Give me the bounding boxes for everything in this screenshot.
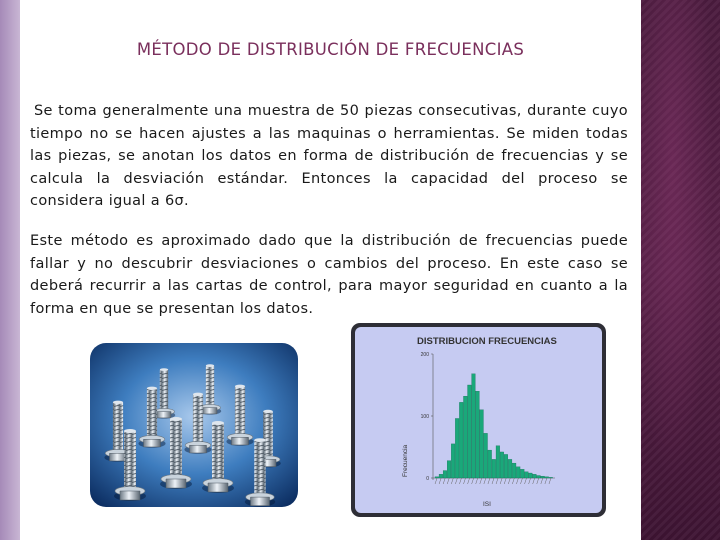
chart-x-tick-mark [541,478,543,484]
chart-bar [480,410,484,478]
chart-x-tick-mark [439,478,441,484]
left-decor-strip [0,0,20,540]
chart-bar [492,459,496,478]
chart-x-tick-mark [447,478,449,484]
chart-bar [463,396,467,478]
chart-bar [447,461,451,478]
chart-bar [468,385,472,478]
chart-bar [516,467,520,478]
chart-bar [451,444,455,478]
chart-bar [508,459,512,478]
paragraph-method-limitations: Este método es aproximado dado que la distribución de frecuencias puede fallar y no descubrir desviaciones o cambios del proceso. En este caso se deberá recurrir a las cartas de control, para mayor seguridad en cuanto a la forma en que se presentan los datos. [30,233,628,317]
chart-x-tick-mark [496,478,498,484]
chart-x-label: ISI [483,501,491,508]
chart-bar [525,472,529,478]
chart-x-tick-mark [529,478,531,484]
chart-x-tick-mark [504,478,506,484]
chart-y-tick-label: 0 [426,476,429,482]
chart-x-tick-mark [443,478,445,484]
chart-x-tick-mark [476,478,478,484]
chart-bar [500,452,504,478]
chart-bar [529,473,533,478]
paragraph-sampling-method: Se toma generalmente una muestra de 50 piezas consecutivas, durante cuyo tiempo no se hacen ajustes a las maquinas o herramientas. Se miden todas las piezas, se anotan los datos en forma de distribución de frecuencias y se calcula la desviación estándar. Entonces la capacidad del proceso se considera igual a 6σ. [30,103,628,209]
chart-bar [459,402,463,478]
chart-bar [443,471,447,478]
chart-x-tick-mark [537,478,539,484]
chart-x-tick-mark [484,478,486,484]
chart-x-tick-mark [549,478,551,484]
chart-x-tick-mark [468,478,470,484]
chart-bar [520,469,524,478]
slide-title: MÉTODO DE DISTRIBUCIÓN DE FRECUENCIAS [136,40,525,59]
chart-bar [435,477,439,478]
chart-bar [476,391,480,478]
chart-x-tick-mark [512,478,514,484]
chart-x-tick-mark [488,478,490,484]
chart-bar [455,418,459,478]
chart-x-tick-mark [516,478,518,484]
chart-bar [512,463,516,478]
chart-x-tick-mark [545,478,547,484]
chart-y-tick-label: 200 [420,352,429,358]
chart-bar [439,474,443,478]
chart-x-tick-mark [459,478,461,484]
chart-bar [484,433,488,478]
chart-bar [472,374,476,478]
chart-bar [537,476,541,478]
chart-title: DISTRIBUCION FRECUENCIAS [417,336,557,347]
histogram-chart [355,327,602,513]
chart-bar [541,476,545,478]
chart-bar [504,454,508,478]
chart-x-tick-mark [533,478,535,484]
chart-x-tick-mark [455,478,457,484]
chart-x-tick-mark [492,478,494,484]
chart-bar [533,474,537,478]
chart-x-tick-mark [451,478,453,484]
chart-y-label: Frecuencia [402,444,409,477]
chart-x-tick-mark [472,478,474,484]
right-decor-panel [641,0,720,540]
histogram-chart-frame [351,323,606,517]
chart-x-tick-mark [464,478,466,484]
chart-bar [488,450,492,478]
chart-bar [549,477,553,478]
chart-x-tick-mark [500,478,502,484]
chart-x-tick-mark [520,478,522,484]
chart-x-tick-mark [435,478,437,484]
chart-x-tick-mark [480,478,482,484]
chart-bar [496,446,500,478]
chart-x-tick-mark [525,478,527,484]
chart-bar [545,477,549,478]
chart-y-tick-label: 100 [420,414,429,420]
bolts-photo [90,343,298,507]
chart-x-tick-mark [508,478,510,484]
